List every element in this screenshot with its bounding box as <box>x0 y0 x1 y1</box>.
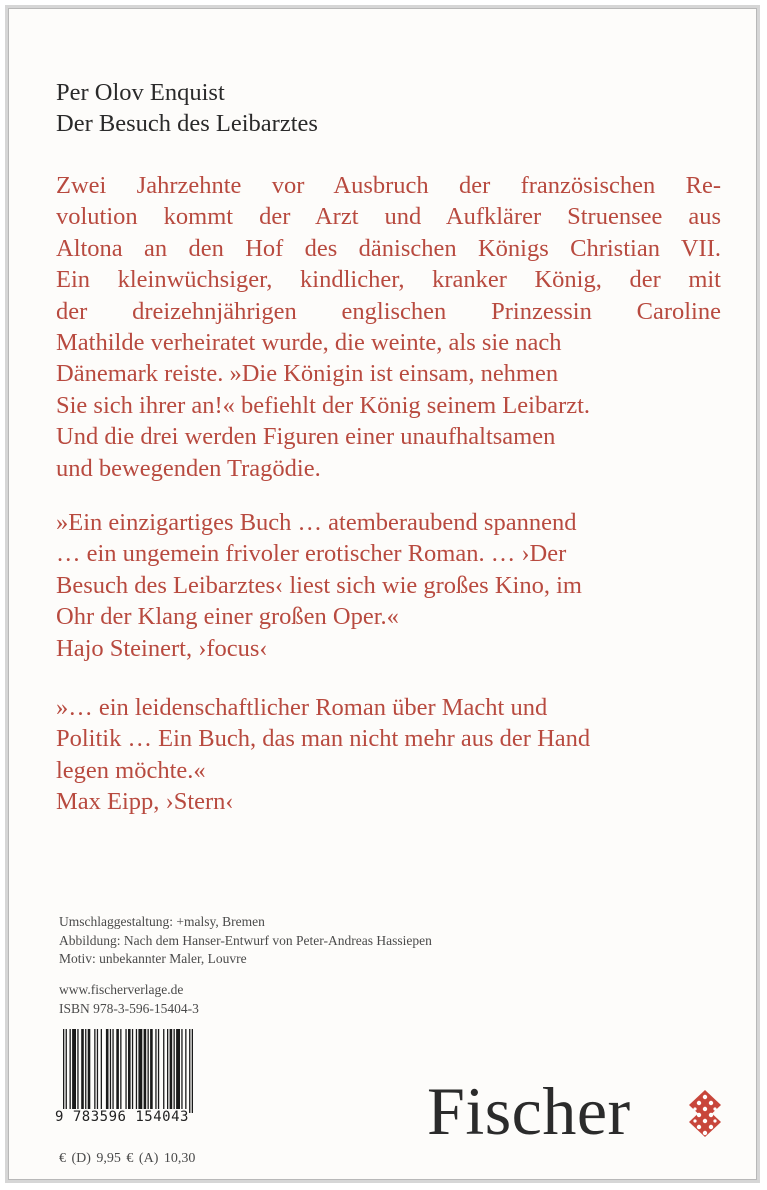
barcode-bar <box>110 1029 111 1113</box>
quote-attribution: Max Eipp, ›Stern‹ <box>56 788 234 816</box>
author-title-block <box>56 77 318 139</box>
blurb-line: Zwei Jahrzehnte vor Ausbruch der französischen Re- <box>56 172 721 199</box>
barcode-bar <box>85 1029 86 1113</box>
barcode-bar <box>120 1029 121 1113</box>
barcode-bar <box>170 1029 173 1113</box>
quote-line: »… ein leidenschaftlicher Roman über Macht und <box>56 694 548 721</box>
credit-line: Motiv: unbekannter Maler, Louvre <box>59 951 247 966</box>
blurb-line: Ein kleinwüchsiger, kindlicher, kranker König, der mit <box>56 266 721 294</box>
barcode-bar <box>72 1029 76 1113</box>
book-back-cover <box>8 8 757 1180</box>
barcode-bar <box>66 1029 67 1113</box>
blurb-line: Dänemark reiste. »Die Königin ist einsam, nehmen <box>56 360 559 388</box>
barcode-bar <box>112 1029 113 1113</box>
fischer-fish-icon <box>687 1089 723 1139</box>
quote-attribution: Hajo Steinert, ›focus‹ <box>56 634 268 662</box>
barcode-bar <box>77 1029 78 1113</box>
barcode-bar <box>158 1029 159 1113</box>
barcode-bar <box>138 1029 142 1113</box>
barcode-bar <box>106 1029 109 1113</box>
quote-line: Politik … Ein Buch, das man nicht mehr aus der Hand <box>56 725 591 753</box>
barcode-bar <box>70 1029 71 1113</box>
barcode-bar <box>63 1029 64 1113</box>
blurb-line: Mathilde verheiratet wurde, die weinte, als sie nach <box>56 329 562 357</box>
barcode-digits: 9 783596 154043 <box>55 1109 189 1125</box>
barcode-bar <box>155 1029 156 1113</box>
barcode-bar <box>189 1029 190 1113</box>
barcode-bar <box>125 1029 126 1113</box>
barcode-bar <box>163 1029 164 1113</box>
publisher-info <box>59 981 199 1018</box>
barcode-bar <box>132 1029 133 1113</box>
price-info: € (D) 9,95 € (A) 10,30 <box>59 1151 196 1166</box>
publisher-name: Fischer <box>427 1073 631 1149</box>
cover-credits <box>59 913 432 969</box>
barcode-bar <box>116 1029 119 1113</box>
barcode-bar <box>128 1029 131 1113</box>
barcode-bar <box>81 1029 84 1113</box>
barcode-bar <box>144 1029 147 1113</box>
publisher-logo <box>427 1071 747 1151</box>
credit-line: Abbildung: Nach dem Hanser-Entwurf von Peter-Andreas Hassiepen <box>59 932 432 948</box>
quote-line: … ein ungemein frivoler erotischer Roman. … ›Der <box>56 540 567 568</box>
barcode-bars <box>49 1029 229 1113</box>
barcode-bar <box>148 1029 149 1113</box>
blurb-line: Altona an den Hof des dänischen Königs Christian VII. <box>56 234 721 262</box>
blurb-line: der dreizehnjährigen englischen Prinzessin Caroline <box>56 297 721 325</box>
quote-line: Besuch des Leibarztes‹ liest sich wie großes Kino, im <box>56 571 582 599</box>
blurb-line: Sie sich ihrer an!« befiehlt der König seinem Leibarzt. <box>56 391 591 419</box>
isbn-text: ISBN 978-3-596-15404-3 <box>59 1000 199 1016</box>
barcode-bar <box>94 1029 95 1113</box>
blurb-line: und bewegenden Tragödie. <box>56 454 321 482</box>
review-quote-focus <box>56 507 696 664</box>
barcode-bar <box>185 1029 186 1113</box>
credit-line: Umschlaggestaltung: +malsy, Bremen <box>59 914 265 929</box>
book-title: Der Besuch des Leibarztes <box>56 110 318 137</box>
barcode-bar <box>174 1029 175 1113</box>
blurb-line: volution kommt der Arzt und Aufklärer Struensee aus <box>56 203 721 231</box>
barcode-bar <box>167 1029 168 1113</box>
blurb-line: Und die drei werden Figuren einer unaufhaltsamen <box>56 423 556 451</box>
quote-line: Ohr der Klang einer großen Oper.« <box>56 603 399 631</box>
barcode <box>49 1029 229 1129</box>
review-quote-stern <box>56 692 716 818</box>
barcode-bar <box>101 1029 102 1113</box>
barcode-bar <box>88 1029 91 1113</box>
barcode-bar <box>97 1029 98 1113</box>
quote-line: »Ein einzigartiges Buch … atemberaubend spannend <box>56 509 577 536</box>
barcode-bar <box>181 1029 182 1113</box>
blurb <box>56 170 721 484</box>
quote-line: legen möchte.« <box>56 756 206 784</box>
author-name: Per Olov Enquist <box>56 79 225 106</box>
barcode-bar <box>136 1029 137 1113</box>
barcode-bar <box>150 1029 153 1113</box>
barcode-bar <box>192 1029 193 1113</box>
barcode-bar <box>176 1029 180 1113</box>
website-text: www.fischerverlage.de <box>59 982 184 997</box>
